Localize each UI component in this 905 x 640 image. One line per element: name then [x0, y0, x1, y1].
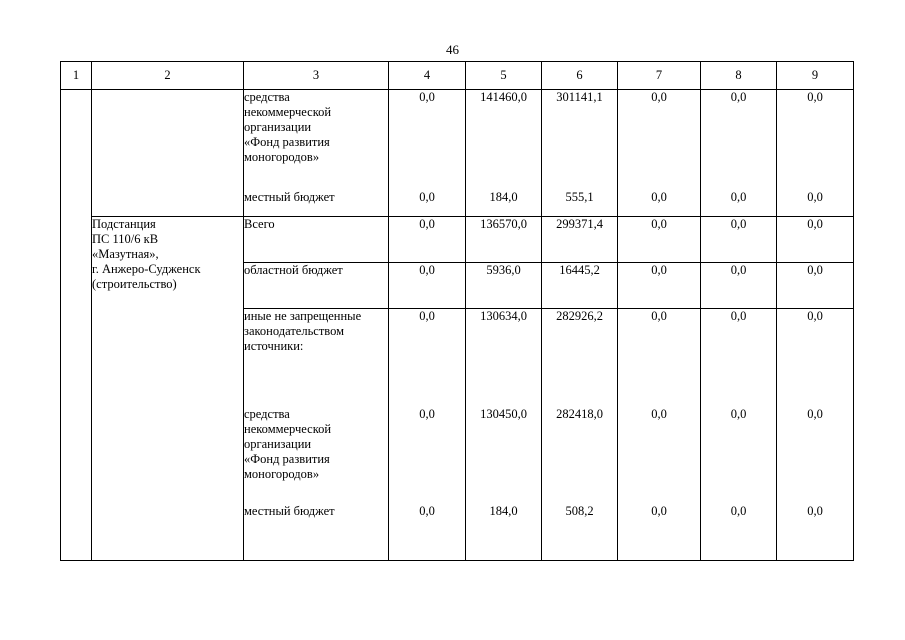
value-cell: 0,0: [389, 504, 466, 561]
source-cell: областной бюджет: [244, 263, 389, 309]
value-cell: 0,0: [777, 217, 854, 263]
value-cell: 0,0: [618, 504, 701, 561]
table-row: [61, 90, 854, 187]
header-cell: 1: [61, 62, 92, 90]
value-cell: 0,0: [777, 309, 854, 408]
value-cell: 5936,0: [466, 263, 542, 309]
value-cell: 508,2: [542, 504, 618, 561]
header-cell: 8: [701, 62, 777, 90]
value-cell: 0,0: [701, 407, 777, 504]
object-cell-continued: [92, 90, 244, 217]
value-cell: 0,0: [389, 263, 466, 309]
source-cell: средства некоммерческой организации «Фонд развития моногородов»: [244, 407, 389, 504]
value-cell: 0,0: [701, 309, 777, 408]
object-name-cell: Подстанция ПС 110/6 кВ «Мазутная», г. Анжеро-Судженск (строительство): [92, 217, 244, 561]
value-cell: 0,0: [389, 407, 466, 504]
value-cell: 0,0: [618, 90, 701, 187]
header-cell: 4: [389, 62, 466, 90]
table-header-row: [61, 62, 854, 90]
value-cell: 0,0: [618, 407, 701, 504]
header-cell: 2: [92, 62, 244, 90]
value-cell: 0,0: [618, 309, 701, 408]
number-cell: [61, 90, 92, 561]
header-cell: 5: [466, 62, 542, 90]
value-cell: 0,0: [618, 263, 701, 309]
table-row: [61, 217, 854, 263]
value-cell: 184,0: [466, 186, 542, 217]
source-cell: местный бюджет: [244, 504, 389, 561]
value-cell: 0,0: [389, 90, 466, 187]
value-cell: 130634,0: [466, 309, 542, 408]
value-cell: 0,0: [777, 504, 854, 561]
value-cell: 282926,2: [542, 309, 618, 408]
header-cell: 7: [618, 62, 701, 90]
source-cell: иные не запрещенные законодательством источники:: [244, 309, 389, 408]
value-cell: 0,0: [701, 504, 777, 561]
value-cell: 0,0: [777, 186, 854, 217]
value-cell: 0,0: [701, 263, 777, 309]
source-cell: средства некоммерческой организации «Фонд развития моногородов»: [244, 90, 389, 187]
value-cell: 141460,0: [466, 90, 542, 187]
value-cell: 0,0: [389, 309, 466, 408]
value-cell: 555,1: [542, 186, 618, 217]
value-cell: 0,0: [777, 263, 854, 309]
value-cell: 0,0: [618, 186, 701, 217]
value-cell: 299371,4: [542, 217, 618, 263]
source-cell: Всего: [244, 217, 389, 263]
page-number: 46: [446, 42, 459, 57]
source-cell: местный бюджет: [244, 186, 389, 217]
value-cell: 136570,0: [466, 217, 542, 263]
value-cell: 0,0: [618, 217, 701, 263]
value-cell: 184,0: [466, 504, 542, 561]
value-cell: 0,0: [777, 90, 854, 187]
value-cell: 0,0: [701, 90, 777, 187]
value-cell: 0,0: [389, 217, 466, 263]
header-cell: 9: [777, 62, 854, 90]
value-cell: 282418,0: [542, 407, 618, 504]
header-cell: 6: [542, 62, 618, 90]
value-cell: 301141,1: [542, 90, 618, 187]
value-cell: 16445,2: [542, 263, 618, 309]
value-cell: 0,0: [701, 217, 777, 263]
value-cell: 0,0: [777, 407, 854, 504]
header-cell: 3: [244, 62, 389, 90]
value-cell: 0,0: [701, 186, 777, 217]
budget-table: [60, 61, 854, 561]
value-cell: 130450,0: [466, 407, 542, 504]
value-cell: 0,0: [389, 186, 466, 217]
